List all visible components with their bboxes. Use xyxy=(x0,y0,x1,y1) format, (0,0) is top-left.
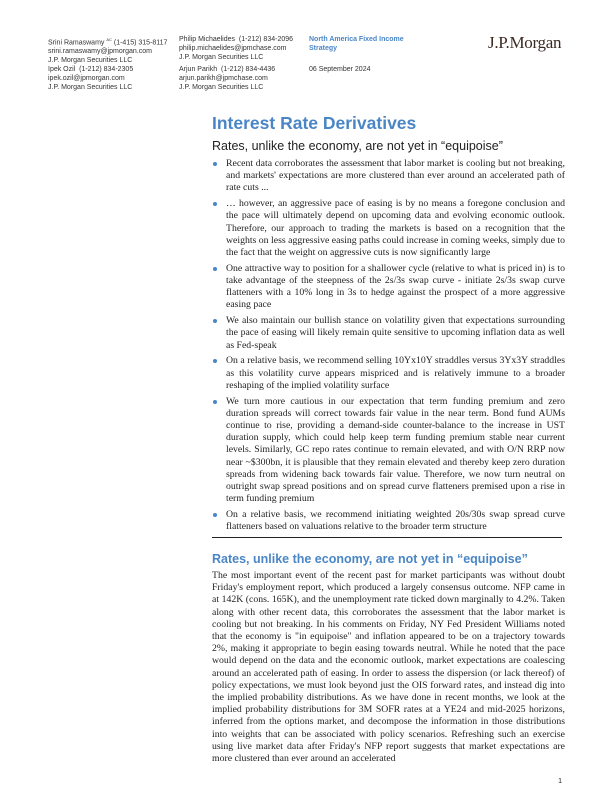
key-point-text: On a relative basis, we recommend initiating weighted 20s/30s swap spread curve flatteners based on valuations relative to the broader term structure xyxy=(226,509,565,533)
key-point-text: One attractive way to position for a shallower cycle (relative to what is priced in) is to take advantage of the steepness of the 2s/3s swap curve - initiate 2s/3s swap curve flatteners with a 10% long in 3s to hedge against the prospect of a more aggressive easing pace xyxy=(226,262,565,311)
bullet-icon xyxy=(213,513,217,517)
section-body: The most important event of the recent past for market participants was without doubt Friday's employment report, which produced a largely consensus outcome. NFP came in at 142K (cons. 165K), and the unemployment rate ticked down marginally to 4.2%. Taken along with other recent data, this corroborates the assessment that the labor market is cooling but not breaking. In his comments on Friday, NY Fed President Williams noted that the economy is "in equipoise" and inflation appeared to be on a trajectory towards 2%, making it appropriate to begin easing towards neutral. While he noted that the pace would depend on the data and the economic outlook, market expectations are coalescing around an accelerated path of easing. In order to assess the dispersion (or lack thereof) of policy expectations, we must look beyond just the OIS forward rates, and instead dig into the implied probability distributions. As we have done in recent months, we look at the implied probability distributions for 3M SOFR rates at a YE24 and mid-2025 horizons, inferred from the options market, and decompose the information in those distributions into weights that can be associated with policy scenarios. Refreshing such an exercise using live market data after Friday's NFP report suggests that market expectations are more clustered than ever around an accelerated xyxy=(212,570,565,765)
author-firm: J.P. Morgan Securities LLC xyxy=(48,84,133,91)
author-ipek xyxy=(48,65,133,92)
author-email[interactable]: arjun.parikh@jpmchase.com xyxy=(179,75,268,82)
key-point xyxy=(212,315,565,352)
author-name: Srini Ramaswamy xyxy=(48,39,105,47)
bullet-icon xyxy=(213,359,217,363)
author-name: Philip Michaelides xyxy=(179,36,236,43)
author-philip xyxy=(179,35,293,62)
key-point-text: We also maintain our bullish stance on volatility given that expectations surrounding the pace of easing will likely remain quite sensitive to upcoming inflation data as well as Fed-speak xyxy=(226,315,565,351)
key-point xyxy=(212,198,565,259)
author-phone: (1-212) 834-2096 xyxy=(238,36,294,43)
jpmorgan-logo: J.P.Morgan xyxy=(488,33,562,52)
author-phone: (1-415) 315-8117 xyxy=(113,39,168,47)
bullet-icon xyxy=(213,202,217,206)
department xyxy=(309,35,409,53)
author-email[interactable]: ipek.ozil@jpmorgan.com xyxy=(48,75,125,82)
key-point-text: On a relative basis, we recommend selling 10Yx10Y straddles versus 3Yx3Y straddles as this volatility curve appears mispriced and is relatively immune to a broader reshaping of the implied volatility surface xyxy=(226,355,565,391)
key-point-text: Recent data corroborates the assessment that labor market is cooling but not breaking, and markets' expectations are more clustered than ever around an accelerated path of rate cuts ... xyxy=(226,158,565,194)
section-heading: Rates, unlike the economy, are not yet in “equipoise” xyxy=(212,552,528,567)
author-suffix: AC xyxy=(106,37,112,42)
author-email[interactable]: srini.ramaswamy@jpmorgan.com xyxy=(48,48,152,56)
key-point xyxy=(212,263,565,312)
author-firm: J.P. Morgan Securities LLC xyxy=(179,84,264,91)
author-email[interactable]: philip.michaelides@jpmchase.com xyxy=(179,45,287,52)
bullet-icon xyxy=(213,267,217,271)
key-point xyxy=(212,158,565,195)
department-label: North America Fixed Income Strategy xyxy=(309,36,404,52)
bullet-icon xyxy=(213,319,217,323)
author-firm: J.P. Morgan Securities LLC xyxy=(179,54,264,61)
section-divider xyxy=(212,537,562,538)
main-content xyxy=(212,158,565,786)
author-arjun xyxy=(179,65,275,92)
key-point xyxy=(212,355,565,392)
key-point-text: … however, an aggressive pace of easing is by no means a foregone conclusion and the pace will ultimately depend on upcoming data and evolving economic outlook. Therefore, our approach to trading the markets is based on a recognition that the weights on less aggressive easing paths could increase in coming weeks, simply due to the fact that the weight on aggressive cuts is now significantly large xyxy=(226,198,565,259)
author-name: Arjun Parikh xyxy=(179,66,218,73)
page-subtitle: Rates, unlike the economy, are not yet in “equipoise” xyxy=(212,139,503,153)
bullet-icon xyxy=(213,400,217,404)
report-date: 06 September 2024 xyxy=(309,66,371,73)
page-number: 1 xyxy=(558,778,562,786)
key-point-text: We turn more cautious in our expectation that term funding premium and zero duration spreads will correct towards fair value in the near term. Bond fund AUMs continue to rise, providing a demand-side counter-balance to the increase in UST duration supply, which could help keep term funding premium stable near current levels. Similarly, GC repo rates continue to remain elevated, and with O/N RRP now near ~$300bn, it is plausible that they remain elevated and thereby keep zero duration spreads from widening back towards fair value. Therefore, we now turn neutral on outright swap spread positions and on spread curve flatteners premised upon a rise in term funding premium xyxy=(226,395,565,505)
author-srini xyxy=(48,35,167,65)
author-phone: (1-212) 834-2305 xyxy=(79,66,134,73)
key-points-list xyxy=(212,158,565,533)
key-point xyxy=(212,509,565,533)
key-point xyxy=(212,396,565,506)
author-firm: J.P. Morgan Securities LLC xyxy=(48,57,133,65)
page-title: Interest Rate Derivatives xyxy=(212,113,417,133)
author-name: Ipek Ozil xyxy=(48,66,76,73)
author-phone: (1-212) 834-4436 xyxy=(221,66,276,73)
bullet-icon xyxy=(213,162,217,166)
